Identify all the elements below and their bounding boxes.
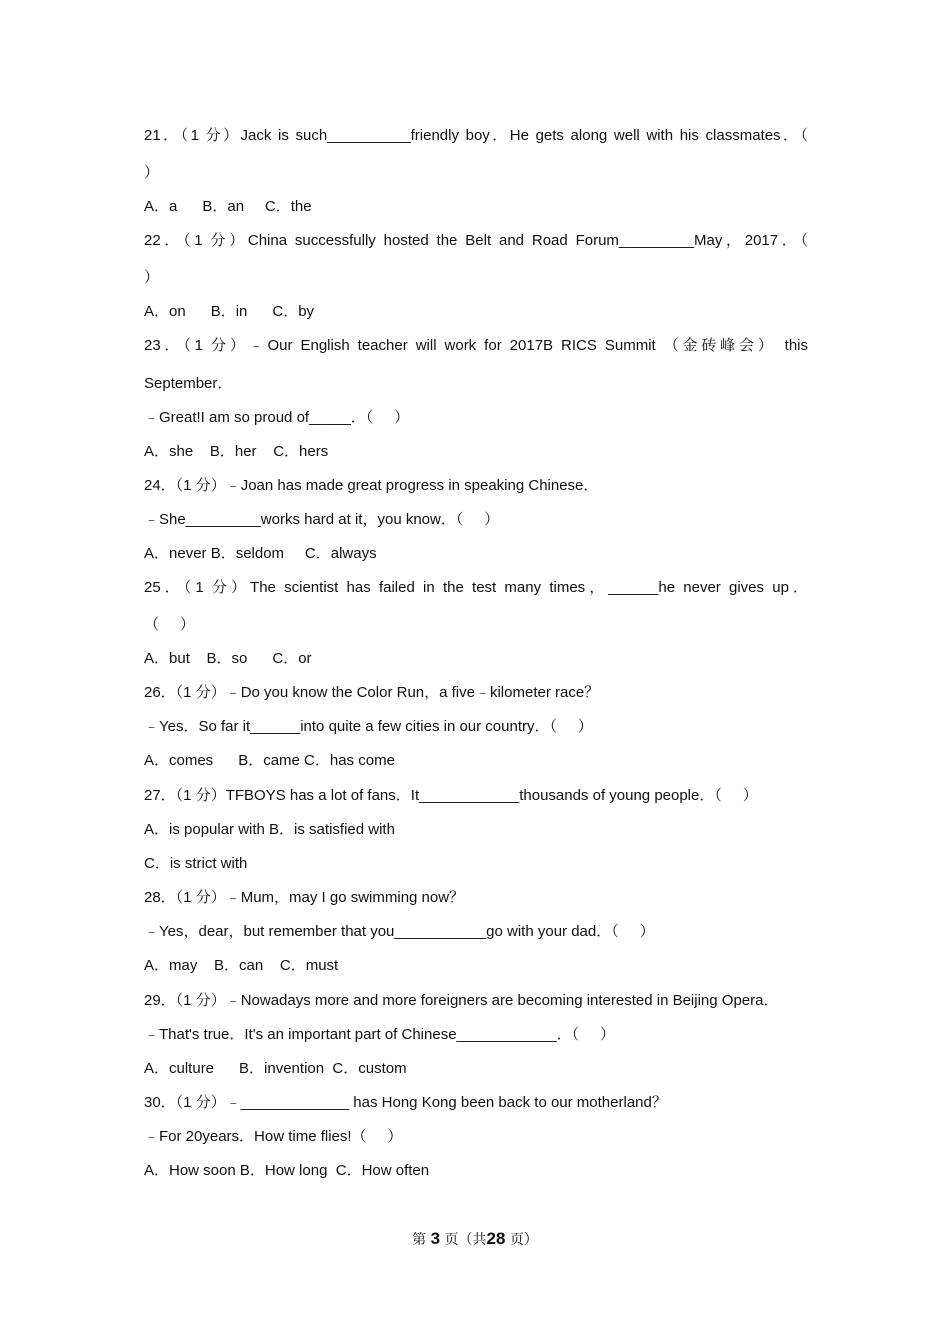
question-25-line-1: 25．（1 分）The scientist has failed in the test many times，______he never gives up． [144, 579, 808, 596]
question-28-line-2: ﹣Yes，dear，but remember that you___________go with your dad．（ ） [144, 923, 655, 940]
question-30-options: A．How soon B．How long C．How often [144, 1162, 430, 1179]
question-26-line-2: ﹣Yes．So far it______into quite a few cities in our country．（ ） [144, 718, 593, 735]
question-23-line-2: September． [144, 375, 233, 392]
question-24-line-2: ﹣She_________works hard at it，you know．（ ） [144, 511, 500, 528]
question-22-options: A．on B．in C．by [144, 303, 315, 320]
question-23-line-1: 23．（1 分）﹣Our English teacher will work for 2017B RICS Summit （金砖峰会） this [144, 337, 808, 354]
question-28-options: A．may B．can C．must [144, 957, 339, 974]
question-24-line-1: 24．（1 分）﹣Joan has made great progress in speaking Chinese． [144, 477, 599, 494]
question-29-options: A．culture B．invention C．custom [144, 1060, 407, 1077]
page-footer [0, 1229, 950, 1249]
question-21-line-1: 21．（1 分）Jack is such__________friendly boy．He gets along well with his classmates．（ [144, 127, 808, 144]
question-28-line-1: 28．（1 分）﹣Mum，may I go swimming now？ [144, 889, 465, 906]
question-30-line-1: 30．（1 分）﹣_____________ has Hong Kong been back to our motherland？ [144, 1094, 667, 1111]
question-22-line-2: ） [144, 269, 160, 286]
question-27-options-1: A．is popular with B．is satisfied with [144, 821, 395, 838]
question-26-options: A．comes B．came C．has come [144, 752, 395, 769]
question-21-line-2: ） [144, 164, 160, 181]
footer-page-number: 3 [430, 1229, 441, 1248]
question-30-line-2: ﹣For 20years．How time flies!（ ） [144, 1128, 403, 1145]
question-27-line-1: 27．（1 分）TFBOYS has a lot of fans．It____________thousands of young people．（ ） [144, 787, 758, 804]
footer-prefix: 第 [412, 1232, 427, 1248]
question-25-options: A．but B．so C．or [144, 650, 312, 667]
question-23-options: A．she B．her C．hers [144, 443, 329, 460]
question-27-options-2: C．is strict with [144, 855, 248, 872]
question-23-line-3: ﹣Great!I am so proud of_____．（ ） [144, 409, 410, 426]
question-26-line-1: 26．（1 分）﹣Do you know the Color Run，a five﹣kilometer race？ [144, 684, 600, 701]
footer-total-pages: 28 [486, 1229, 506, 1248]
question-29-line-2: ﹣That's true．It's an important part of Chinese____________．（ ） [144, 1026, 615, 1043]
question-22-line-1: 22．（1 分）China successfully hosted the Belt and Road Forum_________May，2017．（ [144, 232, 808, 249]
question-25-line-2: （ ） [144, 616, 195, 633]
footer-middle: 页（共 [444, 1232, 487, 1248]
question-24-options: A．never B．seldom C．always [144, 545, 377, 562]
question-29-line-1: 29．（1 分）﹣Nowadays more and more foreigners are becoming interested in Beijing Opera． [144, 992, 779, 1009]
question-21-options: A．a B．an C．the [144, 198, 312, 215]
footer-suffix: 页） [509, 1232, 538, 1248]
